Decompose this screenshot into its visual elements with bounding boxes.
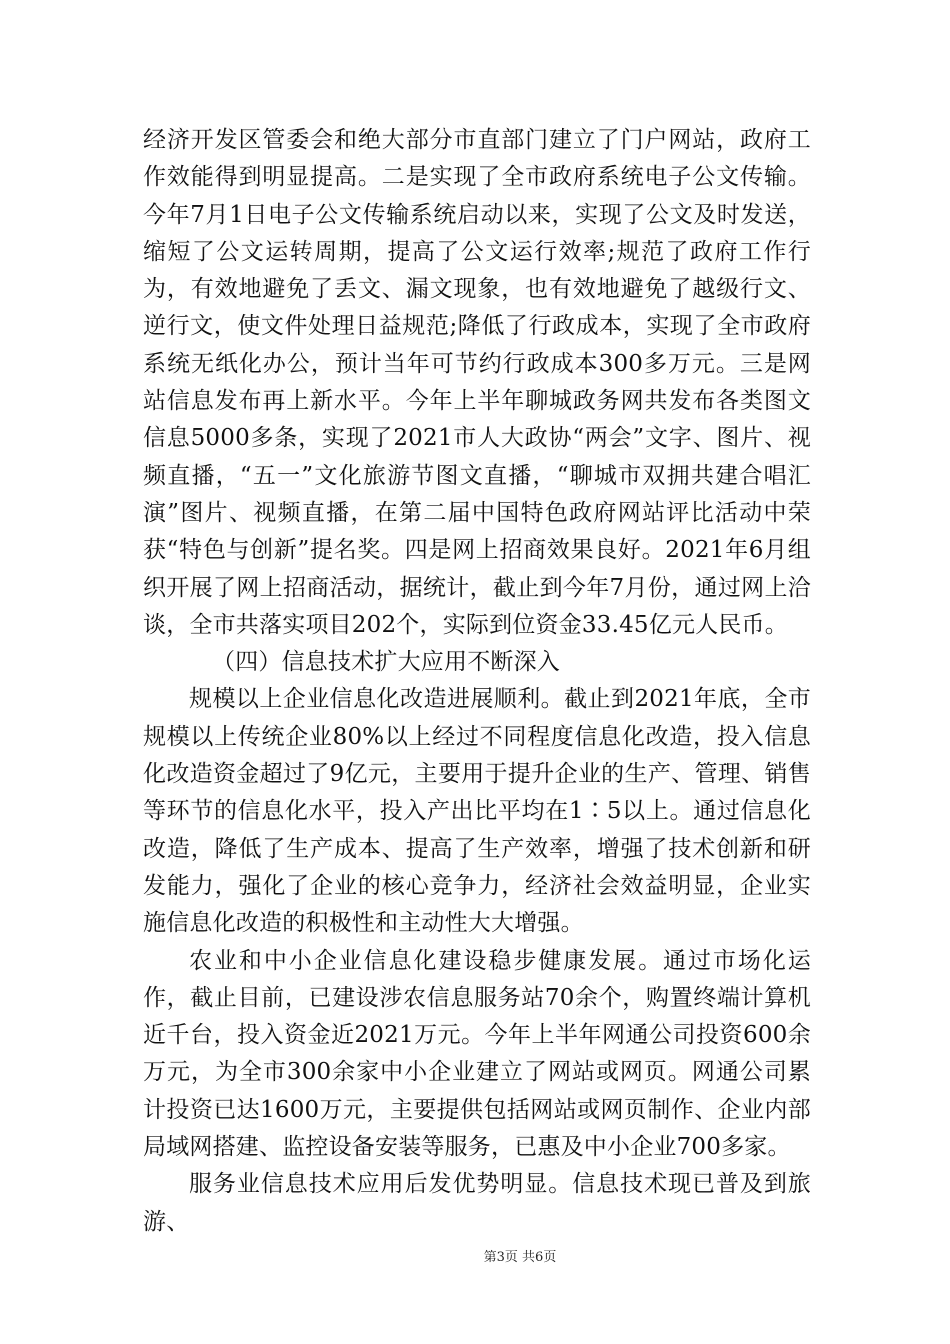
paragraph-service-industry: 服务业信息技术应用后发优势明显。信息技术现已普及到旅游、	[143, 1171, 811, 1235]
document-body	[143, 122, 811, 1241]
paragraph-enterprise-it: 规模以上企业信息化改造进展顺利。截止到2021年底，全市规模以上传统企业80%以上经过不同程度信息化改造，投入信息化改造资金超过了9亿元，主要用于提升企业的生产、管理、销售等环节的信息化水平，投入产出比平均在1∶5以上。通过信息化改造，降低了生产成本、提高了生产效率，增强了技术创新和研发能力，强化了企业的核心竞争力，经济社会效益明显，企业实施信息化改造的积极性和主动性大大增强。	[143, 686, 811, 937]
page-number: 第3页 共6页	[483, 1250, 557, 1265]
section-heading: （四）信息技术扩大应用不断深入	[212, 649, 560, 676]
paragraph-continuation: 经济开发区管委会和绝大部分市直部门建立了门户网站，政府工作效能得到明显提高。二是实现了全市政府系统电子公文传输。今年7月1日电子公文传输系统启动以来，实现了公文及时发送，缩短了公文运转周期，提高了公文运行效率;规范了政府工作行为，有效地避免了丢文、漏文现象，也有效地避免了越级行文、逆行文，使文件处理日益规范;降低了行政成本，实现了全市政府系统无纸化办公，预计当年可节约行政成本300多万元。三是网站信息发布再上新水平。今年上半年聊城政务网共发布各类图文信息5000多条，实现了2021市人大政协“两会”文字、图片、视频直播，“五一”文化旅游节图文直播，“聊城市双拥共建合唱汇演”图片、视频直播，在第二届中国特色政府网站评比活动中荣获“特色与创新”提名奖。四是网上招商效果良好。2021年6月组织开展了网上招商活动，据统计，截止到今年7月份，通过网上洽谈，全市共落实项目202个，实际到位资金33.45亿元人民币。	[143, 127, 811, 638]
paragraph-agriculture-sme: 农业和中小企业信息化建设稳步健康发展。通过市场化运作，截止目前，已建设涉农信息服务站70余个，购置终端计算机近千台，投入资金近2021万元。今年上半年网通公司投资600余万元，为全市300余家中小企业建立了网站或网页。网通公司累计投资已达1600万元，主要提供包括网站或网页制作、企业内部局域网搭建、监控设备安装等服务，已惠及中小企业700多家。	[143, 947, 811, 1161]
